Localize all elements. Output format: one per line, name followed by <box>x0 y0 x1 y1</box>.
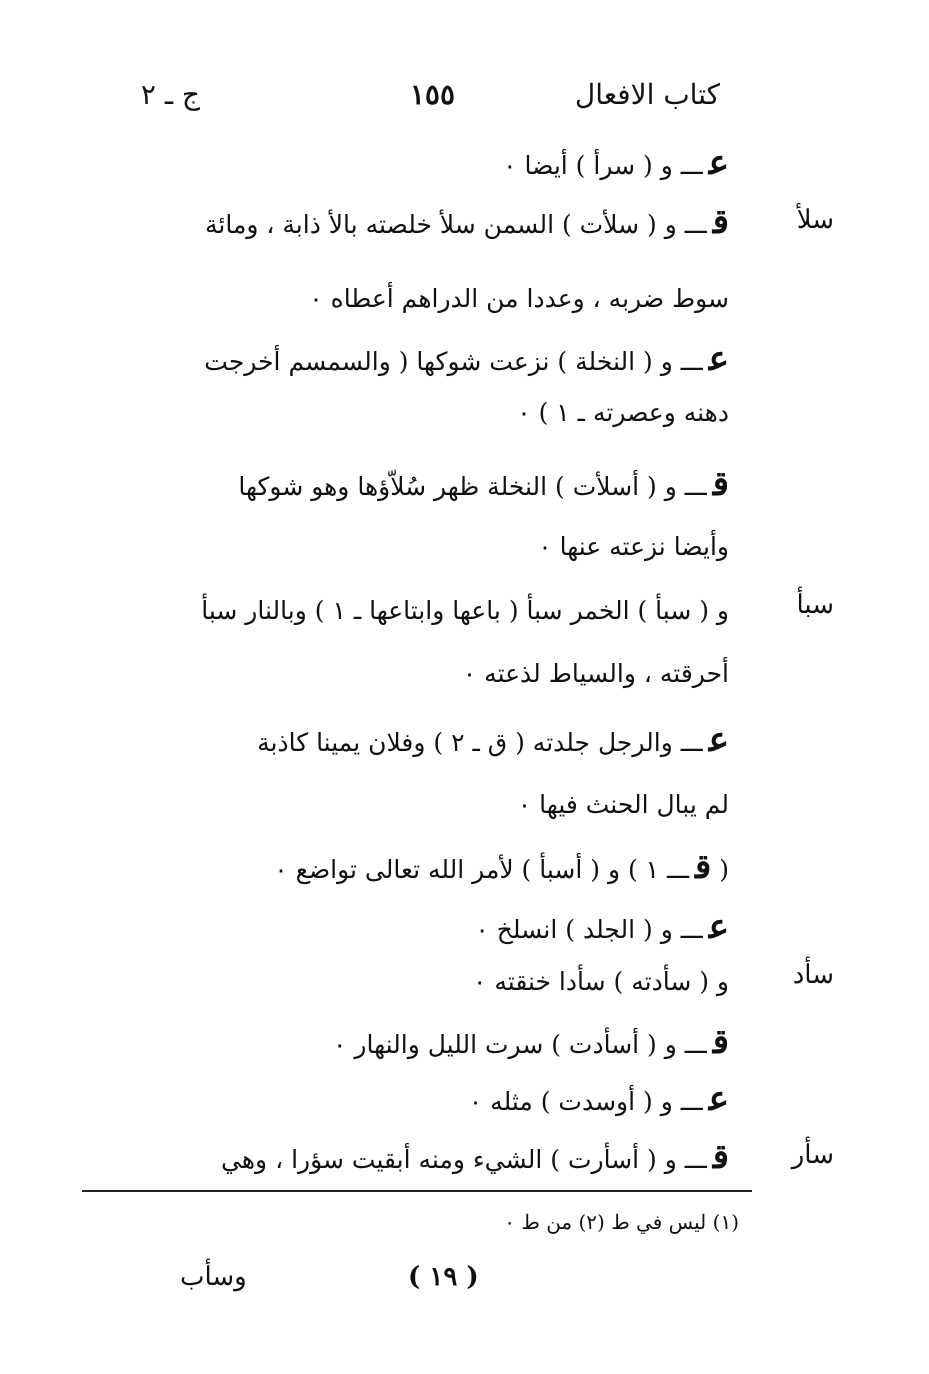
margin-headword: سبأ <box>796 590 834 620</box>
line-text: ـــ ١ ) و ( أسبأ ) لأمر الله تعالى تواضع ٠ <box>274 855 690 884</box>
line-text: ـــ و ( سرأ ) أيضا ٠ <box>503 151 703 180</box>
text-line: سوط ضربه ، وعددا من الدراهم أعطاه ٠ <box>309 284 729 313</box>
text-line <box>289 1022 729 1062</box>
catchword: وسأب <box>180 1262 247 1292</box>
text-line <box>429 907 729 947</box>
line-text: و ( سأدته ) سأدا خنقته ٠ <box>473 967 729 996</box>
text-line: وأيضا نزعته عنها ٠ <box>538 532 729 561</box>
source-code: ع <box>708 1079 729 1119</box>
text-line: لم يبال الحنث فيها ٠ <box>517 790 729 819</box>
line-text: ـــ و ( أسأرت ) الشيء ومنه أبقيت سؤرا ، وهي <box>221 1145 707 1174</box>
line-text: و ( سبأ ) الخمر سبأ ( باعها وابتاعها ـ ١ ) وبالنار سبأ <box>201 596 729 625</box>
margin-headword: سأد <box>792 960 834 990</box>
margin-headword: سلأ <box>796 205 834 235</box>
line-text: ـــ و ( أسأدت ) سرت الليل والنهار ٠ <box>333 1030 707 1059</box>
source-code: ع <box>708 907 729 947</box>
source-code: ق <box>695 847 712 887</box>
text-line: أحرقته ، والسياط لذعته ٠ <box>462 659 729 688</box>
page-number: ١٥٥ <box>409 78 455 111</box>
line-text: ـــ و ( النخلة ) نزعت شوكها ( والسمسم أخرجت <box>204 347 703 376</box>
source-code: ع <box>708 720 729 760</box>
running-title: كتاب الافعال <box>574 78 720 111</box>
text-line <box>109 143 729 183</box>
bracket: ( <box>711 855 729 884</box>
line-text: ـــ و ( الجلد ) انسلخ ٠ <box>475 915 703 944</box>
part-number: ج ـ ٢ <box>140 78 200 111</box>
footnote-divider <box>82 1190 752 1192</box>
text-line <box>409 1079 729 1119</box>
text-line <box>104 202 729 242</box>
margin-headword: سأر <box>791 1140 834 1170</box>
text-line <box>109 339 729 379</box>
text-line <box>109 464 729 504</box>
footnote: (١) ليس في ط (٢) من ط ٠ <box>504 1210 739 1234</box>
text-line: دهنه وعصرته ـ ١ ) ٠ <box>517 398 729 427</box>
text-line <box>104 1137 729 1177</box>
text-line <box>249 847 729 887</box>
text-line <box>109 720 729 760</box>
source-code: ق <box>712 202 729 242</box>
line-text: ـــ و ( أوسدت ) مثله ٠ <box>468 1087 703 1116</box>
source-code: ع <box>708 143 729 183</box>
source-code: ع <box>708 339 729 379</box>
signature-mark: ( ١٩ ) <box>408 1262 479 1292</box>
source-code: ق <box>712 1137 729 1177</box>
page-header <box>100 78 720 118</box>
line-text: ـــ والرجل جلدته ( ق ـ ٢ ) وفلان يمينا كاذبة <box>257 728 703 757</box>
text-line <box>429 965 729 999</box>
text-line <box>109 594 729 628</box>
source-code: ق <box>712 464 729 504</box>
line-text: ـــ و ( أسلأت ) النخلة ظهر سُلاّؤها وهو شوكها <box>238 472 707 501</box>
source-code: ق <box>712 1022 729 1062</box>
line-text: ـــ و ( سلأت ) السمن سلأ خلصته بالأ ذابة ، ومائة <box>205 210 707 239</box>
